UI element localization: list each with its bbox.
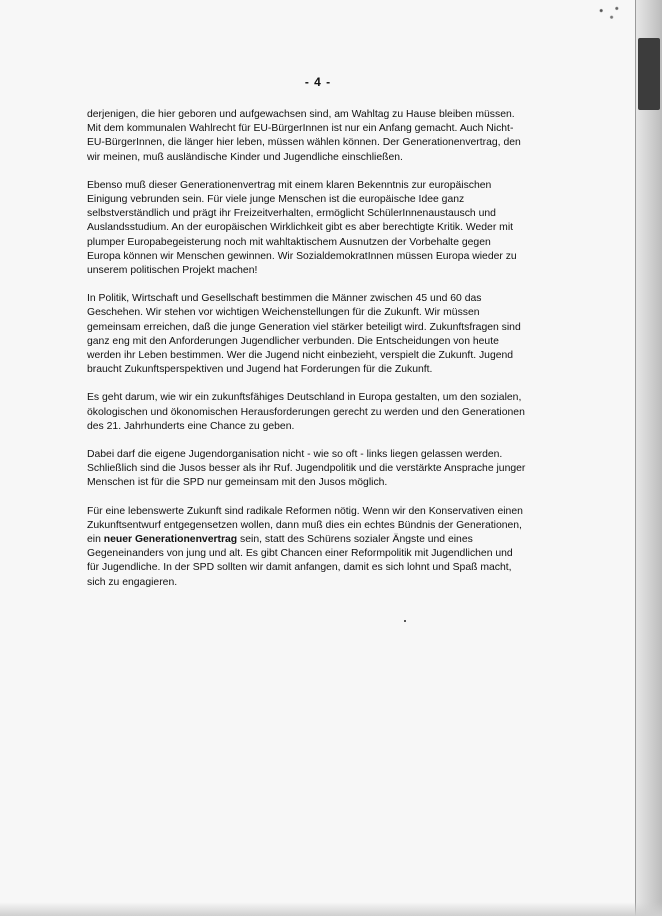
scan-bottom-edge: [0, 902, 662, 916]
stray-dot: [404, 620, 406, 622]
paragraph-3: In Politik, Wirtschaft und Gesellschaft bestimmen die Männer zwischen 45 und 60 das Geschehen. Wir stehen vor wichtigen Weichenstellungen für die Zukunft. Wir müssen gemeinsam erreichen, daß die junge Generation viel stärker beteiligt wird. Zukunftsfragen sind ganz eng mit den Anforderungen Jugendlicher verbunden. Die Entscheidungen von heute werden ihr Leben bestimmen. Wer die Jugend nicht einbezieht, verspielt die Zukunft. Jugend braucht Zukunftsperspektiven und Jugend hat Forderungen für die Zukunft.: [87, 293, 521, 376]
paragraph-6-before: Für eine lebenswerte Zukunft sind radikale Reformen nötig. Wenn wir den Konservativen einen Zukunftsentwurf entgegensetzen wollen, dann muß dies ein echtes Bündnis der Generationen, ein: [87, 505, 523, 546]
scan-edge-shadow: [635, 0, 662, 916]
page-number: - 4 -: [304, 75, 332, 89]
paragraph-6-bold: neuer Generationenvertrag: [103, 534, 238, 546]
paragraph-2: Ebenso muß dieser Generationenvertrag mit einem klaren Bekenntnis zur europäischen Einigung vebrunden sein. Für viele junge Menschen ist die europäische Idee ganz selbstverständlich und prägt ihr Freizeitverhalten, ermöglicht SchülerInnenaustausch und Auslandsstudium. An der europäischen Wirklichkeit gibt es aber berechtigte Kritik. Weder mit plumper Europabegeisterung noch mit wahltaktischem Ausnutzen der Vorbehalte gegen Europa können wir Menschen gewinnen. Wir SozialdemokratInnen müssen Europa wieder zu unserem politischen Projekt machen!: [87, 179, 517, 277]
paragraph-1: derjenigen, die hier geboren und aufgewachsen sind, am Wahltag zu Hause bleiben müssen. Mit dem kommunalen Wahlrecht für EU-BürgerInnen ist nur ein Anfang gemacht. Auch Nicht-EU-BürgerInnen, die länger hier leben, müssen wählen können. Der Generationenvertrag, den wir meinen, muß ausländische Kinder und Jugendliche einschließen.: [87, 109, 521, 163]
scan-binding-mark: [638, 38, 660, 110]
document-body: [87, 108, 527, 604]
paragraph-6: [87, 505, 527, 590]
paragraph-5: Dabei darf die eigene Jugendorganisation nicht - wie so oft - links liegen gelassen werden. Schließlich sind die Jusos besser als ihr Ruf. Jugendpolitik und die verstärkte Ansprache junger Menschen ist für die SPD nur gemeinsam mit den Jusos möglich.: [87, 449, 526, 489]
scan-speckle: [596, 4, 622, 26]
paragraph-6-after: sein, statt des Schürens sozialer Ängste und eines Gegeneinanders von jung und alt. Es gibt Chancen einer Reformpolitik mit Jugendlichen und für Jugendliche. In der SPD sollten wir damit anfangen, damit es sich lohnt und Spaß macht, sich zu engagieren.: [87, 534, 513, 588]
paragraph-4: Es geht darum, wie wir ein zukunftsfähiges Deutschland in Europa gestalten, um den sozialen, ökologischen und ökonomischen Herausforderungen gerecht zu werden und den Generationen des 21. Jahrhunderts eine Chance zu geben.: [87, 392, 525, 432]
